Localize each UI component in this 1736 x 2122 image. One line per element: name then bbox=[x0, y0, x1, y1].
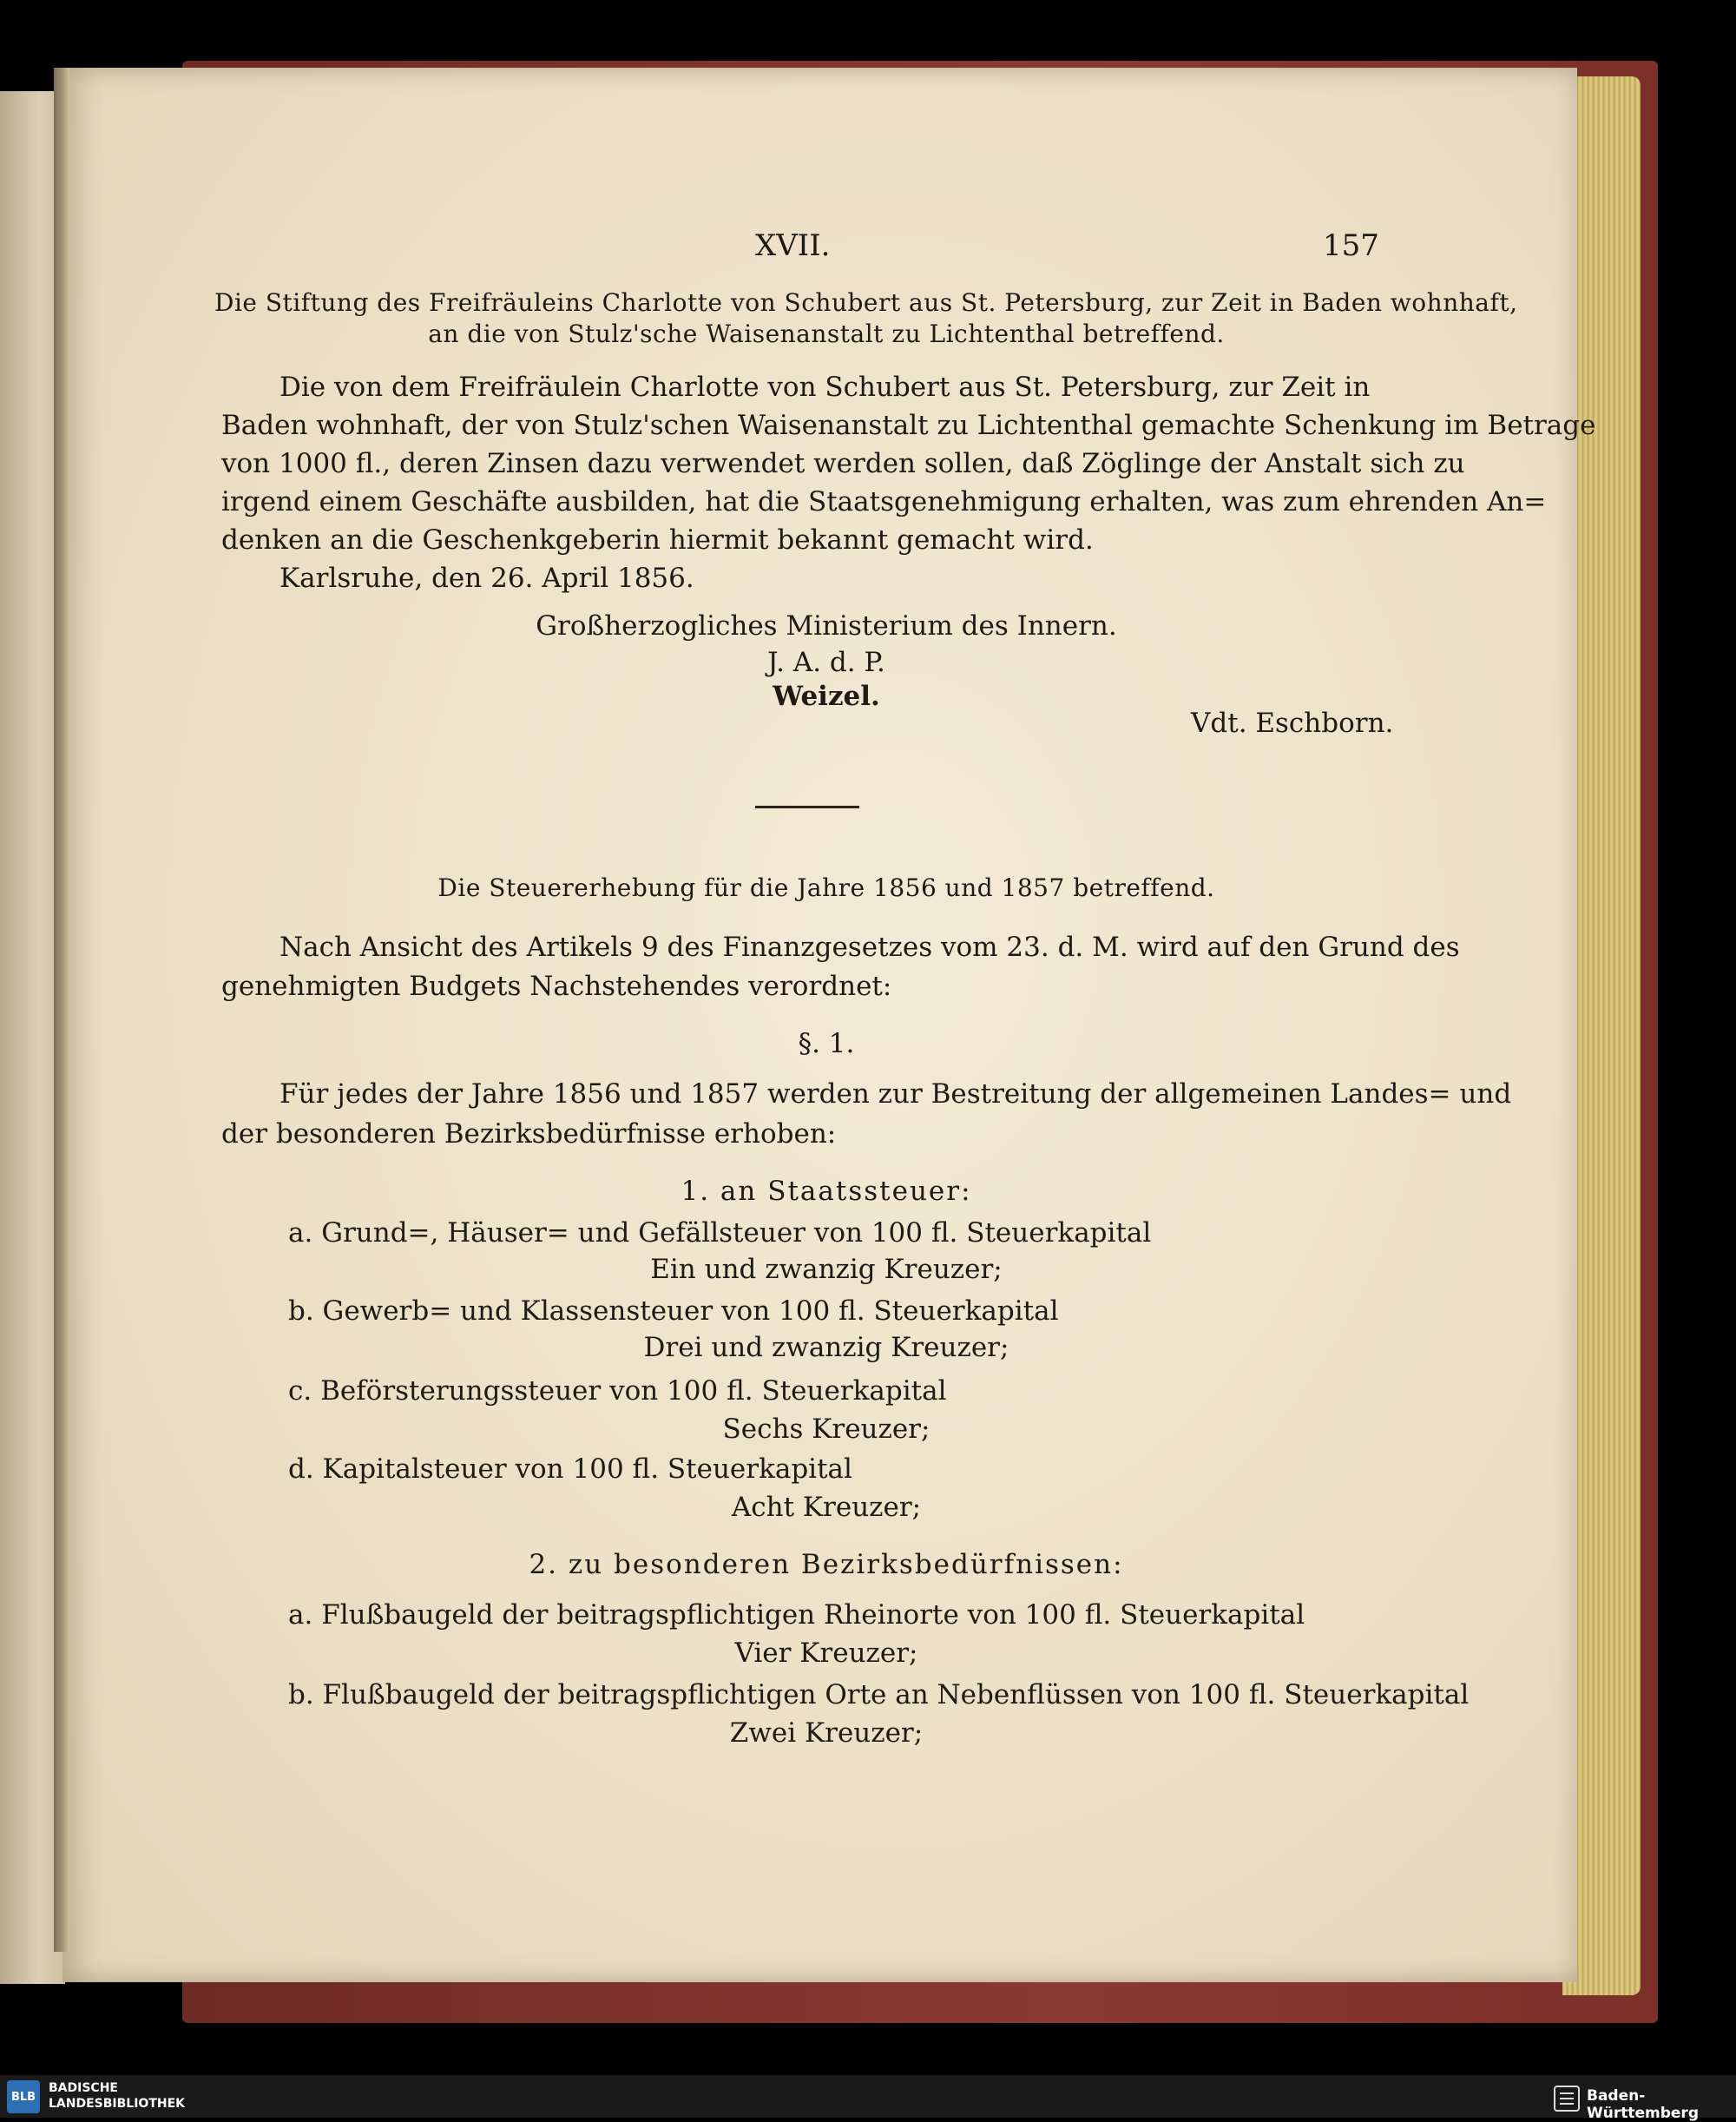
group1-item-rate: Sechs Kreuzer; bbox=[722, 1414, 930, 1445]
section-divider bbox=[755, 806, 859, 808]
section-heading: §. 1. bbox=[798, 1028, 855, 1059]
notice2-intro-line: Nach Ansicht des Artikels 9 des Finanzgesetzes vom 23. d. M. wird auf den Grund des bbox=[279, 932, 1460, 963]
page-number: 157 bbox=[1323, 228, 1379, 263]
footer-bar bbox=[0, 2075, 1736, 2122]
notice2-title: Die Steuererhebung für die Jahre 1856 und 1857 betreffend. bbox=[437, 873, 1215, 902]
place-date: Karlsruhe, den 26. April 1856. bbox=[279, 563, 694, 594]
group1-item-rate: Acht Kreuzer; bbox=[731, 1492, 922, 1523]
library-name-line1: BADISCHE bbox=[49, 2081, 118, 2095]
group2-item-rate: Vier Kreuzer; bbox=[734, 1638, 918, 1669]
issue-number: XVII. bbox=[755, 228, 831, 263]
section-text-line: der besonderen Bezirksbedürfnisse erhoben: bbox=[221, 1118, 837, 1150]
notice1-title-line1: Die Stiftung des Freifräuleins Charlotte von Schubert aus St. Petersburg, zur Zeit in Baden wohnhaft, bbox=[214, 288, 1518, 317]
group2-item-rate: Zwei Kreuzer; bbox=[729, 1717, 924, 1749]
group1-heading: 1. an Staatssteuer: bbox=[681, 1176, 972, 1207]
group1-item-label: a. Grund=, Häuser= und Gefällsteuer von 100 fl. Steuerkapital bbox=[288, 1217, 1152, 1249]
library-logo[interactable]: BLB bbox=[7, 2080, 40, 2113]
group1-item-label: b. Gewerb= und Klassensteuer von 100 fl. Steuerkapital bbox=[288, 1295, 1059, 1327]
notice1-body-line: Die von dem Freifräulein Charlotte von Schubert aus St. Petersburg, zur Zeit in bbox=[279, 372, 1371, 403]
notice1-title-line2: an die von Stulz'sche Waisenanstalt zu Lichtenthal betreffend. bbox=[428, 320, 1225, 348]
library-name-line2: LANDESBIBLIOTHEK bbox=[49, 2097, 186, 2111]
gutter-shadow bbox=[54, 68, 69, 1952]
notice1-body-line: denken an die Geschenkgeberin hiermit bekannt gemacht wird. bbox=[221, 524, 1094, 556]
library-name[interactable] bbox=[49, 2080, 185, 2112]
group1-item-rate: Drei und zwanzig Kreuzer; bbox=[643, 1332, 1009, 1363]
group2-item-label: b. Flußbaugeld der beitragspflichtigen Orte an Nebenflüssen von 100 fl. Steuerkapital bbox=[288, 1679, 1470, 1710]
section-text-line: Für jedes der Jahre 1856 und 1857 werden zur Bestreitung der allgemeinen Landes= und bbox=[279, 1078, 1512, 1110]
group1-item-label: d. Kapitalsteuer von 100 fl. Steuerkapital bbox=[288, 1453, 852, 1485]
notice1-body-line: irgend einem Geschäfte ausbilden, hat die Staatsgenehmigung erhalten, was zum ehrenden An= bbox=[221, 486, 1547, 517]
notice1-body-line: von 1000 fl., deren Zinsen dazu verwendet werden sollen, daß Zöglinge der Anstalt sich zu bbox=[221, 448, 1465, 479]
group1-item-label: c. Beförsterungssteuer von 100 fl. Steuerkapital bbox=[288, 1375, 947, 1407]
group2-item-label: a. Flußbaugeld der beitragspflichtigen Rheinorte von 100 fl. Steuerkapital bbox=[288, 1599, 1305, 1631]
notice2-intro-line: genehmigten Budgets Nachstehendes verordnet: bbox=[221, 971, 892, 1002]
page bbox=[62, 68, 1596, 1982]
state-name[interactable]: Baden-Württemberg bbox=[1587, 2087, 1699, 2122]
ministry-abbrev: J. A. d. P. bbox=[767, 647, 885, 678]
group2-heading: 2. zu besonderen Bezirksbedürfnissen: bbox=[529, 1549, 1124, 1580]
signatory: Weizel. bbox=[773, 681, 880, 712]
ministry-name: Großherzogliches Ministerium des Innern. bbox=[536, 610, 1117, 642]
group1-item-rate: Ein und zwanzig Kreuzer; bbox=[650, 1254, 1003, 1285]
countersign: Vdt. Eschborn. bbox=[1191, 708, 1394, 739]
notice1-body-line: Baden wohnhaft, der von Stulz'schen Waisenanstalt zu Lichtenthal gemachte Schenkung im Betrage bbox=[221, 410, 1596, 441]
state-emblem-icon bbox=[1554, 2086, 1580, 2112]
